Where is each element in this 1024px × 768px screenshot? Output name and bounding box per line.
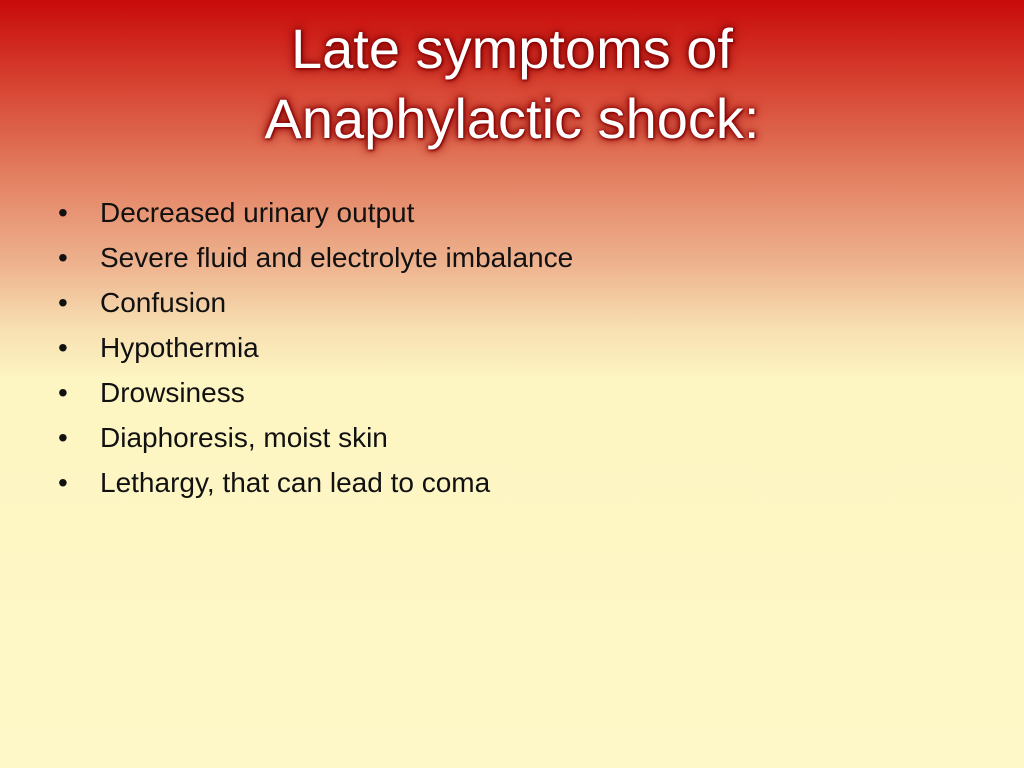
list-item-text: Hypothermia	[100, 332, 259, 363]
bullet-icon: •	[58, 422, 68, 453]
list-item	[58, 190, 573, 235]
slide-title-line-1: Late symptoms of	[291, 17, 733, 80]
list-item-text: Severe fluid and electrolyte imbalance	[100, 242, 574, 273]
list-item	[58, 325, 573, 370]
list-item-text: Confusion	[100, 287, 227, 318]
list-item	[58, 370, 573, 415]
list-item	[58, 460, 573, 505]
bullet-icon: •	[58, 242, 68, 273]
list-item-text: Drowsiness	[100, 377, 245, 408]
list-item	[58, 235, 573, 280]
bullet-icon: •	[58, 332, 68, 363]
list-item	[58, 415, 573, 460]
bullet-icon: •	[58, 377, 68, 408]
symptom-list	[58, 190, 573, 505]
bullet-icon: •	[58, 287, 68, 318]
slide-title-line-2: Anaphylactic shock:	[264, 87, 760, 150]
list-item-text: Diaphoresis, moist skin	[100, 422, 388, 453]
slide-title	[0, 14, 1024, 154]
list-item-text: Lethargy, that can lead to coma	[100, 467, 491, 498]
list-item	[58, 280, 573, 325]
bullet-icon: •	[58, 197, 68, 228]
list-item-text: Decreased urinary output	[100, 197, 415, 228]
bullet-icon: •	[58, 467, 68, 498]
